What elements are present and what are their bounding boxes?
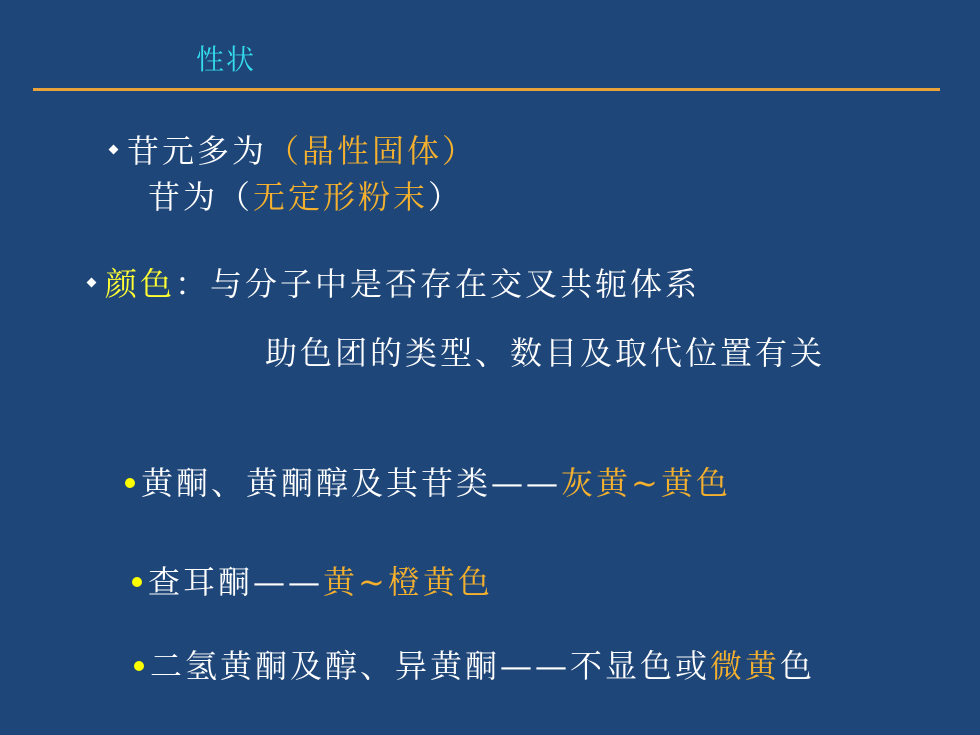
item-prefix: 查耳酮—— bbox=[148, 563, 324, 601]
item-prefix: 黄酮、黄酮醇及其苷类—— bbox=[141, 464, 562, 502]
color-label: 颜色 bbox=[105, 265, 176, 303]
item-chalcone bbox=[132, 562, 493, 602]
item-highlight: 黄~橙黄色 bbox=[323, 563, 493, 601]
glycoside-text: 苷为（ bbox=[148, 178, 254, 216]
item-suffix: 色 bbox=[780, 647, 816, 685]
item-dihydroflavone bbox=[134, 646, 815, 686]
dot-bullet-icon bbox=[125, 478, 135, 488]
dot-bullet-icon bbox=[132, 577, 142, 587]
dot-bullet-icon bbox=[134, 661, 144, 671]
aglycone-text: 苷元多为 bbox=[127, 132, 268, 170]
item-flavone bbox=[125, 463, 731, 503]
item-prefix: 二氢黄酮及醇、异黄酮——不显色或 bbox=[150, 647, 711, 685]
glycoside-highlight: 无定形粉末 bbox=[253, 178, 429, 216]
color-heading-text: ：与分子中是否存在交叉共轭体系 bbox=[175, 265, 701, 303]
diamond-bullet-icon bbox=[109, 145, 119, 155]
line-glycoside bbox=[148, 177, 463, 217]
glycoside-suffix: ） bbox=[428, 178, 464, 216]
aglycone-highlight: （晶性固体） bbox=[267, 132, 478, 170]
item-highlight: 微黄 bbox=[710, 647, 781, 685]
line-color-sub bbox=[265, 333, 825, 373]
color-sub-text: 助色团的类型、数目及取代位置有关 bbox=[265, 334, 826, 372]
title-divider bbox=[33, 88, 940, 91]
slide-title: 性状 bbox=[196, 43, 257, 76]
line-aglycone bbox=[110, 131, 477, 171]
line-color-heading bbox=[88, 264, 700, 304]
diamond-bullet-icon bbox=[87, 278, 97, 288]
item-highlight: 灰黄~黄色 bbox=[561, 464, 731, 502]
